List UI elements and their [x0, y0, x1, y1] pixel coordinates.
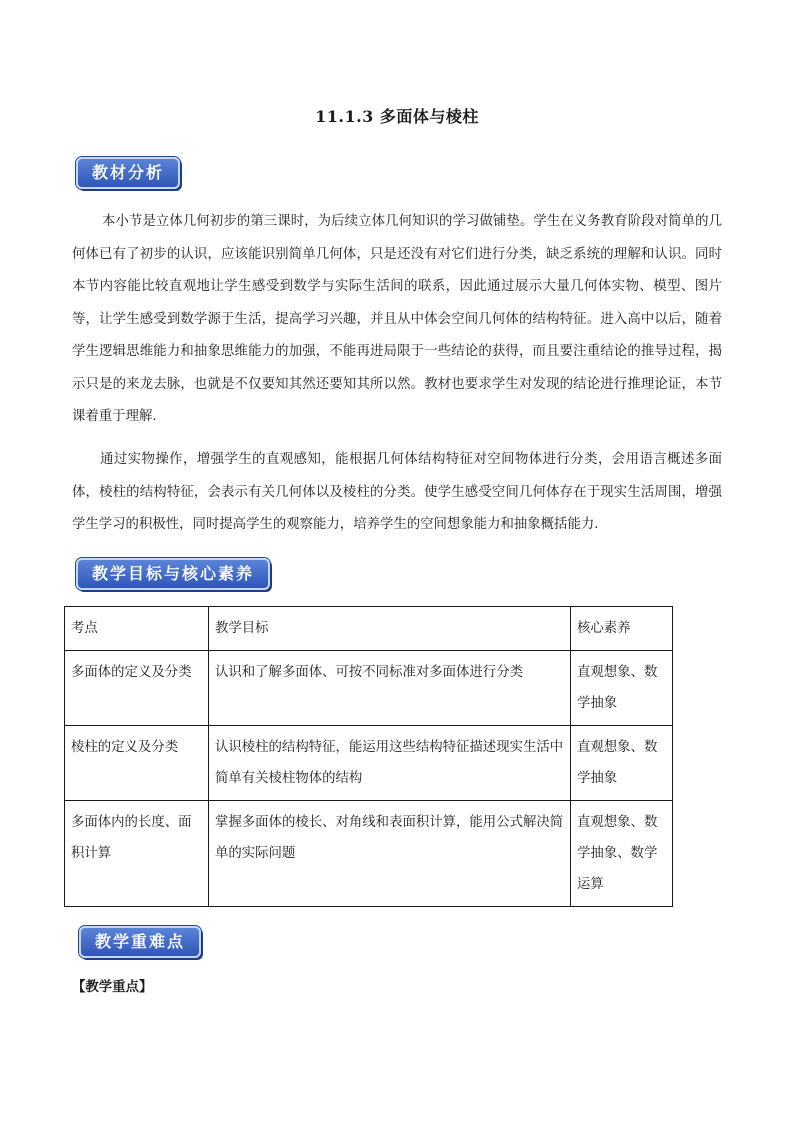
- table-row: [65, 651, 673, 726]
- table-row: [65, 801, 673, 907]
- section-banner-keypoints: 教学重难点: [79, 926, 201, 958]
- paragraph-analysis-2: 通过实物操作，增强学生的直观感知，能根据几何体结构特征对空间物体进行分类，会用语言概述多面体，棱柱的结构特征，会表示有关几何体以及棱柱的分类。使学生感受空间几何体存在于现实生活周围，增强学生学习的积极性，同时提高学生的观察能力，培养学生的空间想象能力和抽象概括能力.: [72, 452, 722, 532]
- table-cell: 认识棱柱的结构特征，能运用这些结构特征描述现实生活中简单有关棱柱物体的结构: [209, 726, 571, 801]
- table-row: [65, 726, 673, 801]
- table-header-cell: 考点: [65, 607, 209, 651]
- table-header-cell: 教学目标: [209, 607, 571, 651]
- table-cell: 掌握多面体的棱长、对角线和表面积计算，能用公式解决简单的实际问题: [209, 801, 571, 907]
- table-cell: 多面体内的长度、面积计算: [65, 801, 209, 907]
- section-banner-analysis: 教材分析: [76, 157, 180, 189]
- paragraph-analysis-1: 本小节是立体几何初步的第三课时，为后续立体几何知识的学习做铺垫。学生在义务教育阶段对简单的几何体已有了初步的认识，应该能识别简单几何体，只是还没有对它们进行分类，缺乏系统的理解和认识。同时本节内容能比较直观地让学生感受到数学与实际生活间的联系，因此通过展示大量几何体实物、模型、图片等，让学生感受到数学源于生活，提高学习兴趣，并且从中体会空间几何体的结构特征。进入高中以后，随着学生逻辑思维能力和抽象思维能力的加强，不能再进局限于一些结论的获得，而且要注重结论的推导过程，揭示只是的来龙去脉，也就是不仅要知其然还要知其所以然。教材也要求学生对发现的结论进行推理论证，本节课着重于理解.: [72, 214, 722, 424]
- table-cell: 直观想象、数学抽象: [571, 651, 673, 726]
- table-cell: 直观想象、数学抽象: [571, 726, 673, 801]
- table-cell: 多面体的定义及分类: [65, 651, 209, 726]
- page-title: 11.1.3 多面体与棱柱: [315, 107, 479, 126]
- subheading-key-points: 【教学重点】: [72, 980, 153, 995]
- table-cell: 棱柱的定义及分类: [65, 726, 209, 801]
- table-header-row: [65, 607, 673, 651]
- table-cell: 直观想象、数学抽象、数学运算: [571, 801, 673, 907]
- goals-table: [64, 606, 673, 907]
- table-header-cell: 核心素养: [571, 607, 673, 651]
- section-banner-goals: 教学目标与核心素养: [76, 558, 270, 590]
- table-cell: 认识和了解多面体、可按不同标准对多面体进行分类: [209, 651, 571, 726]
